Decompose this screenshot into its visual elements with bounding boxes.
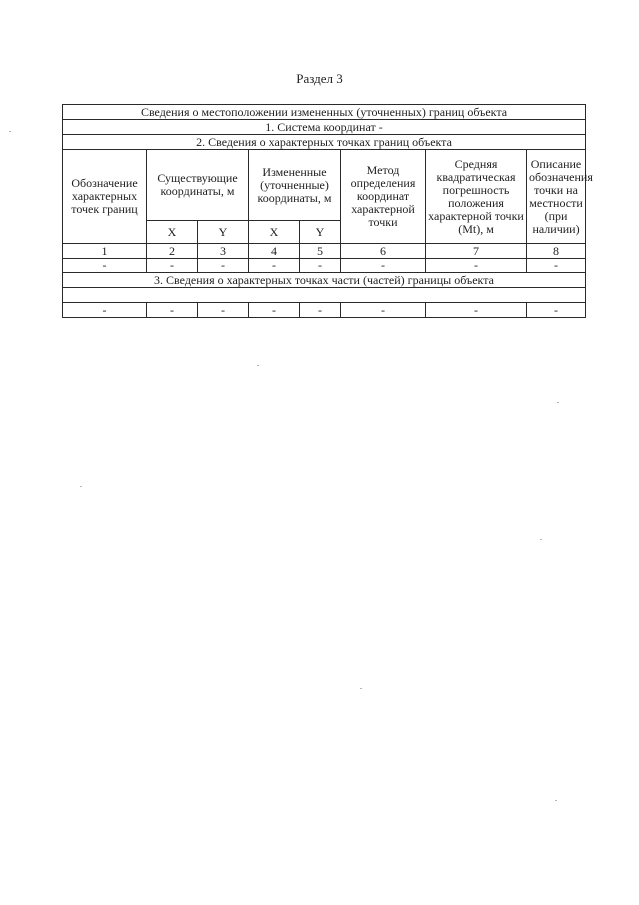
- table-cell: -: [249, 259, 300, 273]
- part-heading-label: 3. Сведения о характерных точках части (частей) границы объекта: [63, 273, 586, 288]
- table-cell: -: [527, 259, 586, 273]
- section-title: Раздел 3: [296, 71, 343, 86]
- scan-speck: [540, 539, 542, 540]
- boundary-table: [62, 104, 593, 318]
- header-row: [63, 150, 586, 221]
- column-number: 8: [527, 244, 586, 259]
- header-existing-y: Y: [198, 221, 249, 244]
- header-rms-error: Средняя квадратическая погрешность положения характерной точки (Mt), м: [426, 150, 527, 244]
- table-cell: -: [426, 259, 527, 273]
- header-existing-x: X: [147, 221, 198, 244]
- header-changed-x: X: [249, 221, 300, 244]
- scan-speck: [257, 365, 259, 366]
- column-number: 7: [426, 244, 527, 259]
- header-changed-coords: Измененные (уточненные) координаты, м: [249, 150, 341, 221]
- table-cell: -: [249, 303, 300, 318]
- scan-speck: [555, 800, 557, 801]
- table-cell: -: [341, 259, 426, 273]
- part-heading-row: [63, 273, 586, 288]
- table-row: [63, 259, 586, 273]
- coord-system-label: 1. Система координат -: [63, 120, 586, 135]
- table-cell: -: [147, 303, 198, 318]
- coord-system-row: [63, 120, 586, 135]
- table-caption: Сведения о местоположении измененных (уточненных) границ объекта: [63, 105, 586, 120]
- table-cell: -: [341, 303, 426, 318]
- table-cell: -: [426, 303, 527, 318]
- table-cell: -: [527, 303, 586, 318]
- column-numbers-row: [63, 244, 586, 259]
- table-cell: -: [300, 303, 341, 318]
- table-caption-row: [63, 105, 586, 120]
- scan-speck: [9, 131, 11, 132]
- header-point-designation: Обозначение характерных точек границ: [63, 150, 147, 244]
- points-heading-row: [63, 135, 586, 150]
- table-cell: -: [198, 259, 249, 273]
- column-number: 1: [63, 244, 147, 259]
- empty-cell: [63, 288, 586, 303]
- column-number: 3: [198, 244, 249, 259]
- header-method: Метод определения координат характерной точки: [341, 150, 426, 244]
- scan-speck: [360, 688, 362, 689]
- column-number: 5: [300, 244, 341, 259]
- scan-speck: [557, 402, 559, 403]
- table-row: [63, 303, 586, 318]
- table-cell: -: [147, 259, 198, 273]
- header-description: Описание обозначения точки на местности (при наличии): [527, 150, 586, 244]
- table-cell: -: [63, 259, 147, 273]
- column-number: 6: [341, 244, 426, 259]
- scan-speck: [80, 486, 82, 487]
- header-existing-coords: Существующие координаты, м: [147, 150, 249, 221]
- header-changed-y: Y: [300, 221, 341, 244]
- points-heading-label: 2. Сведения о характерных точках границ объекта: [63, 135, 586, 150]
- table-cell: -: [300, 259, 341, 273]
- empty-row: [63, 288, 586, 303]
- column-number: 2: [147, 244, 198, 259]
- column-number: 4: [249, 244, 300, 259]
- table-cell: -: [198, 303, 249, 318]
- table-cell: -: [63, 303, 147, 318]
